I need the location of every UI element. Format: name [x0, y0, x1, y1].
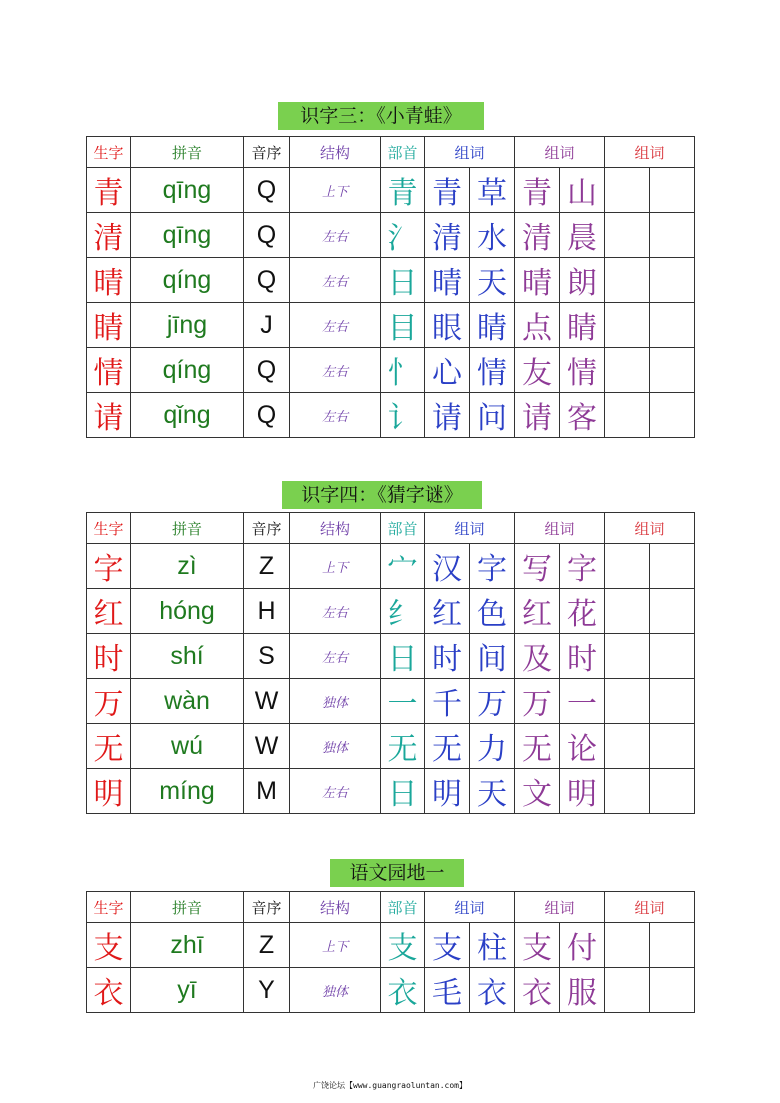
word3-char-b [650, 679, 695, 724]
word2-char-b: 付 [560, 923, 605, 968]
word2-char-a: 衣 [515, 968, 560, 1013]
structure: 左右 [290, 303, 381, 348]
word2-char-a: 点 [515, 303, 560, 348]
footer-text: 广饶论坛【www.guangraoluntan.com】 [313, 1081, 467, 1090]
initial-letter: Q [244, 393, 290, 438]
word2-char-b: 时 [560, 634, 605, 679]
word3-char-b [650, 769, 695, 814]
initial-letter: Q [244, 258, 290, 303]
word3-char-a [605, 589, 650, 634]
word3-char-b [650, 258, 695, 303]
structure: 左右 [290, 213, 381, 258]
new-char: 睛 [87, 303, 131, 348]
table-header-row [87, 892, 695, 923]
word2-char-b: 睛 [560, 303, 605, 348]
table-row [87, 589, 695, 634]
word3-char-a [605, 724, 650, 769]
radical: 氵 [381, 213, 425, 258]
pinyin: míng [131, 769, 244, 814]
word3-char-a [605, 393, 650, 438]
header-words-1: 组词 [425, 513, 515, 544]
table-row [87, 634, 695, 679]
radical: 讠 [381, 393, 425, 438]
new-char: 字 [87, 544, 131, 589]
table-header-row [87, 137, 695, 168]
word2-char-b: 论 [560, 724, 605, 769]
word1-char-b: 睛 [470, 303, 515, 348]
pinyin: hóng [131, 589, 244, 634]
word1-char-a: 清 [425, 213, 470, 258]
word1-char-a: 汉 [425, 544, 470, 589]
header-structure: 结构 [290, 513, 381, 544]
word3-char-b [650, 393, 695, 438]
table-row [87, 724, 695, 769]
word2-char-b: 花 [560, 589, 605, 634]
word1-char-b: 情 [470, 348, 515, 393]
table-row [87, 258, 695, 303]
word1-char-a: 千 [425, 679, 470, 724]
word3-char-a [605, 769, 650, 814]
header-radical: 部首 [381, 513, 425, 544]
radical: 支 [381, 923, 425, 968]
word1-char-b: 水 [470, 213, 515, 258]
pinyin: qīng [131, 213, 244, 258]
radical: 宀 [381, 544, 425, 589]
header-char: 生字 [87, 892, 131, 923]
word2-char-a: 请 [515, 393, 560, 438]
word2-char-a: 写 [515, 544, 560, 589]
structure: 上下 [290, 168, 381, 213]
word1-char-a: 红 [425, 589, 470, 634]
word2-char-a: 晴 [515, 258, 560, 303]
word2-char-a: 清 [515, 213, 560, 258]
word2-char-a: 无 [515, 724, 560, 769]
initial-letter: M [244, 769, 290, 814]
word2-char-a: 及 [515, 634, 560, 679]
new-char: 青 [87, 168, 131, 213]
table-header-row [87, 513, 695, 544]
new-char: 晴 [87, 258, 131, 303]
table-row [87, 679, 695, 724]
word3-char-a [605, 213, 650, 258]
new-char: 时 [87, 634, 131, 679]
vocab-table [86, 891, 695, 1013]
structure: 上下 [290, 923, 381, 968]
pinyin: zhī [131, 923, 244, 968]
header-words-1: 组词 [425, 137, 515, 168]
word2-char-b: 字 [560, 544, 605, 589]
word1-char-b: 柱 [470, 923, 515, 968]
word1-char-a: 青 [425, 168, 470, 213]
structure: 左右 [290, 348, 381, 393]
header-radical: 部首 [381, 892, 425, 923]
initial-letter: Y [244, 968, 290, 1013]
word1-char-b: 衣 [470, 968, 515, 1013]
new-char: 红 [87, 589, 131, 634]
pinyin: zì [131, 544, 244, 589]
structure: 独体 [290, 679, 381, 724]
word3-char-a [605, 923, 650, 968]
word2-char-a: 红 [515, 589, 560, 634]
word2-char-b: 朗 [560, 258, 605, 303]
word3-char-a [605, 303, 650, 348]
vocab-table [86, 136, 695, 438]
word2-char-b: 山 [560, 168, 605, 213]
word1-char-b: 色 [470, 589, 515, 634]
initial-letter: Z [244, 544, 290, 589]
header-words-3: 组词 [605, 137, 695, 168]
new-char: 支 [87, 923, 131, 968]
structure: 独体 [290, 724, 381, 769]
radical: 纟 [381, 589, 425, 634]
word1-char-a: 眼 [425, 303, 470, 348]
table-row [87, 168, 695, 213]
word1-char-a: 晴 [425, 258, 470, 303]
initial-letter: S [244, 634, 290, 679]
word2-char-a: 支 [515, 923, 560, 968]
initial-letter: W [244, 679, 290, 724]
header-order: 音序 [244, 137, 290, 168]
new-char: 请 [87, 393, 131, 438]
table-row [87, 213, 695, 258]
pinyin: qíng [131, 348, 244, 393]
header-words-2: 组词 [515, 137, 605, 168]
radical: 青 [381, 168, 425, 213]
word3-char-a [605, 968, 650, 1013]
word3-char-a [605, 258, 650, 303]
header-words-1: 组词 [425, 892, 515, 923]
word3-char-b [650, 589, 695, 634]
header-char: 生字 [87, 513, 131, 544]
structure: 左右 [290, 393, 381, 438]
new-char: 情 [87, 348, 131, 393]
section-title: 识字四：《猜字谜》 [282, 481, 482, 509]
radical: 日 [381, 634, 425, 679]
table-row [87, 303, 695, 348]
word1-char-a: 毛 [425, 968, 470, 1013]
radical: 日 [381, 769, 425, 814]
word3-char-b [650, 213, 695, 258]
structure: 左右 [290, 769, 381, 814]
word3-char-b [650, 348, 695, 393]
word3-char-a [605, 634, 650, 679]
word1-char-a: 请 [425, 393, 470, 438]
pinyin: yī [131, 968, 244, 1013]
header-char: 生字 [87, 137, 131, 168]
word2-char-a: 文 [515, 769, 560, 814]
new-char: 清 [87, 213, 131, 258]
table-row [87, 348, 695, 393]
structure: 上下 [290, 544, 381, 589]
structure: 左右 [290, 258, 381, 303]
new-char: 无 [87, 724, 131, 769]
word1-char-b: 字 [470, 544, 515, 589]
initial-letter: J [244, 303, 290, 348]
header-order: 音序 [244, 513, 290, 544]
radical: 忄 [381, 348, 425, 393]
new-char: 明 [87, 769, 131, 814]
word1-char-b: 万 [470, 679, 515, 724]
header-radical: 部首 [381, 137, 425, 168]
word1-char-a: 时 [425, 634, 470, 679]
structure: 左右 [290, 589, 381, 634]
word1-char-a: 支 [425, 923, 470, 968]
header-words-2: 组词 [515, 892, 605, 923]
word1-char-b: 天 [470, 258, 515, 303]
header-structure: 结构 [290, 137, 381, 168]
header-structure: 结构 [290, 892, 381, 923]
pinyin: wàn [131, 679, 244, 724]
word3-char-b [650, 544, 695, 589]
pinyin: qíng [131, 258, 244, 303]
table-row [87, 769, 695, 814]
initial-letter: Q [244, 348, 290, 393]
pinyin: jīng [131, 303, 244, 348]
section-title: 识字三：《小青蛙》 [278, 102, 484, 130]
table-row [87, 544, 695, 589]
new-char: 万 [87, 679, 131, 724]
initial-letter: Z [244, 923, 290, 968]
initial-letter: Q [244, 213, 290, 258]
word1-char-b: 天 [470, 769, 515, 814]
word3-char-a [605, 679, 650, 724]
table-row [87, 393, 695, 438]
word1-char-b: 草 [470, 168, 515, 213]
header-order: 音序 [244, 892, 290, 923]
word2-char-b: 客 [560, 393, 605, 438]
word2-char-b: 情 [560, 348, 605, 393]
word2-char-a: 青 [515, 168, 560, 213]
pinyin: wú [131, 724, 244, 769]
word2-char-a: 万 [515, 679, 560, 724]
word3-char-a [605, 348, 650, 393]
header-words-2: 组词 [515, 513, 605, 544]
header-pinyin: 拼音 [131, 513, 244, 544]
section-title: 语文园地一 [330, 859, 464, 887]
word1-char-a: 无 [425, 724, 470, 769]
word2-char-b: 晨 [560, 213, 605, 258]
structure: 独体 [290, 968, 381, 1013]
radical: 日 [381, 258, 425, 303]
initial-letter: W [244, 724, 290, 769]
word3-char-b [650, 303, 695, 348]
word2-char-a: 友 [515, 348, 560, 393]
vocab-table [86, 512, 695, 814]
word2-char-b: 一 [560, 679, 605, 724]
word1-char-a: 明 [425, 769, 470, 814]
word3-char-a [605, 544, 650, 589]
table-row [87, 923, 695, 968]
header-pinyin: 拼音 [131, 892, 244, 923]
word2-char-b: 明 [560, 769, 605, 814]
radical: 衣 [381, 968, 425, 1013]
radical: 一 [381, 679, 425, 724]
initial-letter: Q [244, 168, 290, 213]
pinyin: shí [131, 634, 244, 679]
new-char: 衣 [87, 968, 131, 1013]
word3-char-b [650, 168, 695, 213]
word1-char-b: 间 [470, 634, 515, 679]
word2-char-b: 服 [560, 968, 605, 1013]
word3-char-b [650, 634, 695, 679]
pinyin: qǐng [131, 393, 244, 438]
word3-char-a [605, 168, 650, 213]
radical: 目 [381, 303, 425, 348]
word3-char-b [650, 724, 695, 769]
header-words-3: 组词 [605, 513, 695, 544]
word1-char-b: 力 [470, 724, 515, 769]
word1-char-a: 心 [425, 348, 470, 393]
header-pinyin: 拼音 [131, 137, 244, 168]
header-words-3: 组词 [605, 892, 695, 923]
word1-char-b: 问 [470, 393, 515, 438]
word3-char-b [650, 923, 695, 968]
initial-letter: H [244, 589, 290, 634]
table-row [87, 968, 695, 1013]
radical: 无 [381, 724, 425, 769]
word3-char-b [650, 968, 695, 1013]
pinyin: qīng [131, 168, 244, 213]
structure: 左右 [290, 634, 381, 679]
